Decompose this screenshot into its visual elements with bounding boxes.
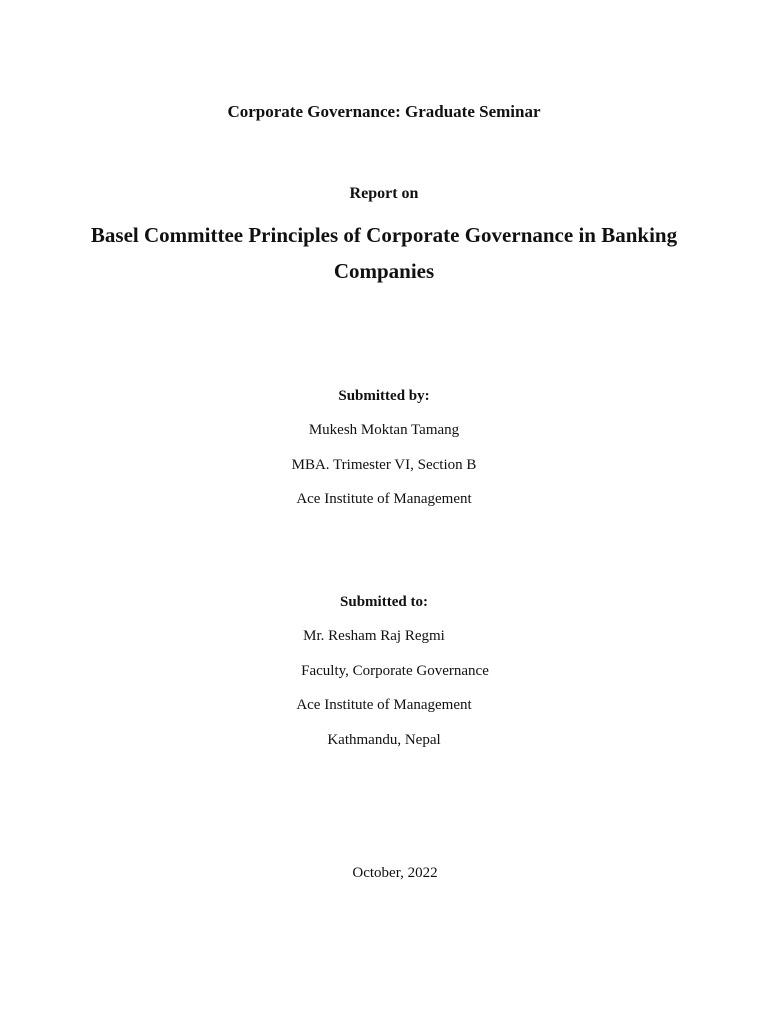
- recipient-location: Kathmandu, Nepal: [327, 732, 441, 748]
- recipient-name: Mr. Resham Raj Regmi: [303, 628, 445, 644]
- submitted-to-label: Submitted to:: [340, 594, 428, 610]
- submitter-name: Mukesh Moktan Tamang: [308, 422, 460, 438]
- report-on-label: Report on: [349, 185, 419, 202]
- submitter-institution: Ace Institute of Management: [296, 491, 472, 507]
- report-title-line-1: Basel Committee Principles of Corporate Governance in Banking: [90, 223, 678, 247]
- report-date: October, 2022: [352, 865, 438, 881]
- submitted-by-label: Submitted by:: [338, 388, 430, 404]
- recipient-institution: Ace Institute of Management: [296, 697, 472, 713]
- submitter-program: MBA. Trimester VI, Section B: [291, 457, 477, 473]
- report-title-line-2: Companies: [333, 259, 435, 283]
- course-title: Corporate Governance: Graduate Seminar: [227, 102, 541, 121]
- recipient-role: Faculty, Corporate Governance: [301, 663, 489, 679]
